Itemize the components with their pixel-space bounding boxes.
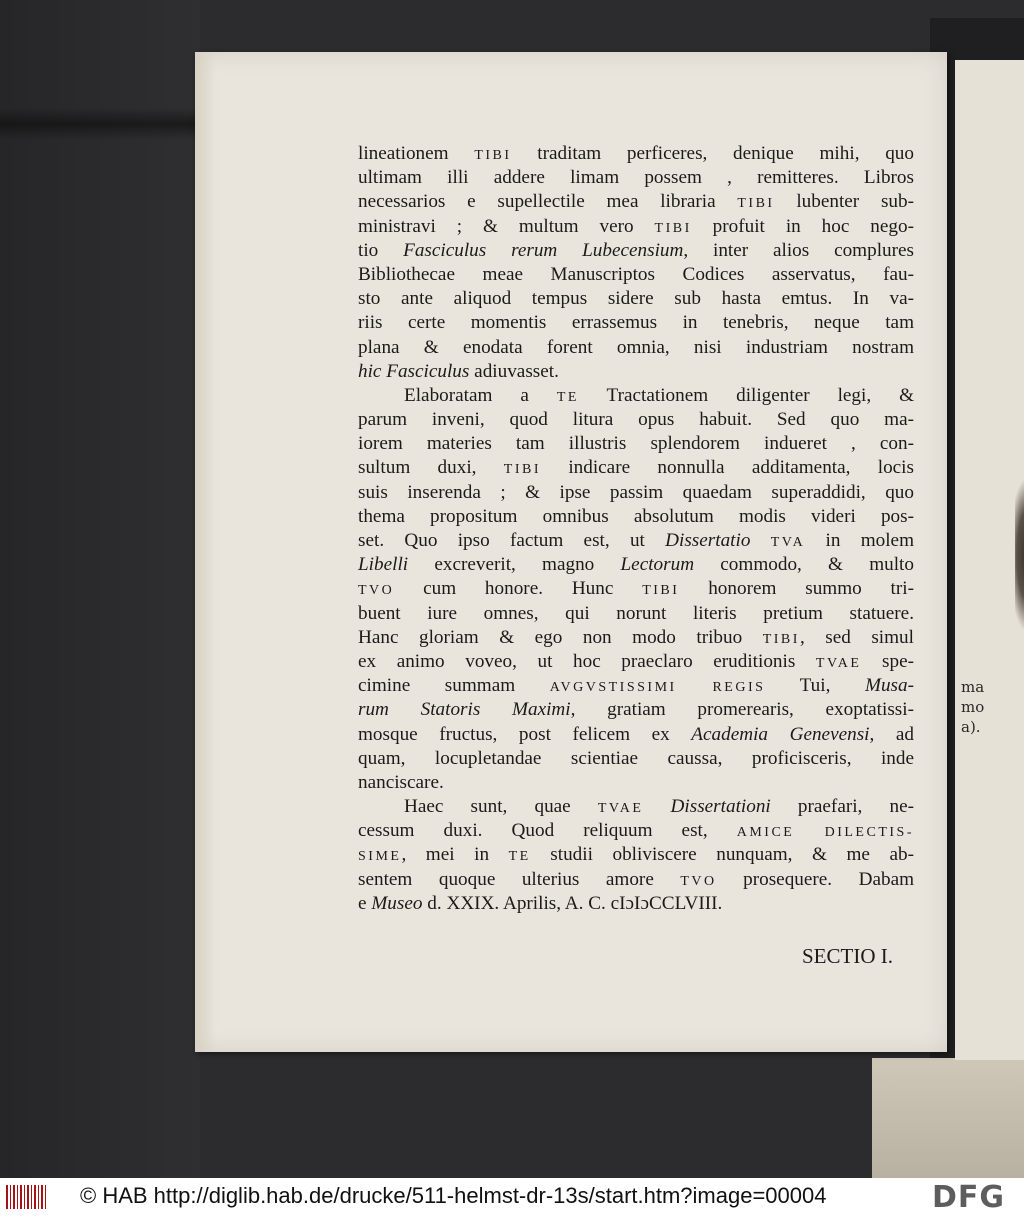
text-line	[358, 142, 914, 166]
text-span	[643, 796, 670, 817]
text-span: nanciscare.	[358, 771, 444, 793]
cloth-fold-shadow	[0, 108, 210, 140]
text-line	[358, 577, 914, 601]
text-line	[358, 626, 914, 650]
text-span: necessarios e supellectile mea libraria	[358, 191, 738, 213]
text-span: lineationem	[358, 143, 475, 164]
text-line	[358, 602, 914, 626]
text-line	[358, 650, 914, 674]
text-line	[358, 505, 914, 529]
text-span: in molem	[805, 530, 915, 551]
text-line	[358, 795, 914, 819]
text-span: iorem materies tam illustris splendorem indueret , con-	[358, 433, 914, 455]
hab-logo-icon	[6, 1185, 46, 1209]
text-span: TVAE	[597, 801, 644, 817]
text-span: TVA	[770, 535, 806, 550]
text-span: AVGVSTISSIMI REGIS	[549, 680, 766, 696]
text-line	[358, 263, 914, 287]
italic-span: Dissertationi	[670, 796, 771, 818]
text-span: lubenter sub-	[774, 191, 914, 213]
text-line	[358, 190, 914, 214]
text-line	[358, 311, 914, 335]
text-span: spe-	[861, 650, 915, 672]
text-span: profuit in hoc nego-	[691, 215, 914, 237]
text-line	[358, 481, 914, 505]
text-span: cessum duxi. Quod reliquum est,	[358, 820, 737, 842]
text-line	[358, 360, 914, 384]
text-span: d. XXIX. Aprilis, A. C. cIɔIɔCCLVIII.	[422, 892, 723, 914]
text-span: cum honore. Hunc	[394, 578, 643, 600]
footer-url[interactable]: © HAB http://diglib.hab.de/drucke/511-helmst-dr-13s/start.htm?image=00004	[80, 1183, 827, 1208]
text-span: TIBI	[503, 462, 541, 478]
text-span: suis inserenda ; & ipse passim quaedam superaddidi, quo	[358, 481, 914, 503]
text-line	[358, 456, 914, 480]
italic-span: Academia Genevensi	[691, 723, 870, 745]
text-span: honorem summo tri-	[679, 578, 914, 600]
text-span: TE	[508, 849, 531, 865]
text-span: Hanc gloriam & ego non modo tribuo	[358, 626, 763, 648]
body-text	[358, 142, 914, 916]
text-line	[358, 553, 914, 577]
text-span: quam, locupletandae scientiae caussa, proficisceris, inde	[358, 747, 914, 769]
italic-span: Museo	[371, 892, 423, 914]
text-span: TIBI	[474, 148, 512, 163]
italic-span: Libelli	[358, 554, 409, 576]
text-span: adiuvasset.	[469, 360, 559, 382]
text-span: cimine summam	[358, 675, 550, 697]
text-span: TIBI	[762, 631, 800, 647]
catchword: SECTIO I.	[802, 944, 893, 968]
text-line	[358, 215, 914, 239]
text-line	[358, 432, 914, 456]
text-span: sentem quoque ulterius amore	[358, 868, 681, 890]
text-line	[358, 336, 914, 360]
text-span: Tractationem diligenter legi, &	[578, 384, 915, 406]
text-span: parum inveni, quod litura opus habuit. Sed quo ma-	[358, 409, 914, 431]
text-span: set. Quo ipso factum est, ut	[358, 530, 666, 551]
text-line	[358, 674, 914, 698]
scan-background	[0, 0, 200, 1178]
text-span: riis certe momentis errassemus in tenebris, neque tam	[358, 312, 914, 334]
text-span: ultimam illi addere limam possem , remitteres. Libros	[358, 167, 914, 189]
text-span	[750, 530, 770, 551]
facing-fragment: ma	[961, 678, 985, 696]
facing-fragment: a).	[961, 718, 981, 736]
text-span: ex animo voveo, ut hoc praeclaro eruditionis	[358, 650, 816, 672]
text-span: tio	[358, 239, 404, 261]
italic-span: Lectorum	[620, 554, 695, 576]
italic-span: hic Fasciculus	[358, 360, 470, 382]
text-span: thema propositum omnibus absolutum modis videri pos-	[358, 505, 914, 527]
text-line	[358, 868, 914, 892]
italic-span: Fasciculus rerum Lubecensium	[403, 239, 684, 261]
text-span: prosequere. Dabam	[716, 868, 915, 890]
text-span: traditam perficeres, denique mihi, quo	[511, 143, 914, 164]
text-line	[358, 723, 914, 747]
text-line	[358, 529, 914, 553]
text-span: TIBI	[654, 220, 692, 236]
text-line	[358, 166, 914, 190]
text-span: SIME	[358, 849, 402, 865]
text-line	[358, 698, 914, 722]
italic-span: Dissertatio	[665, 530, 751, 551]
text-line	[358, 843, 914, 867]
text-span: buent iure omnes, qui norunt literis pretium statuere.	[358, 602, 914, 624]
text-span: TVO	[680, 873, 717, 889]
text-span: sultum duxi,	[358, 457, 504, 479]
text-span: studii obliviscere nunquam, & me ab-	[530, 844, 914, 866]
page-stack-edge	[872, 1058, 1024, 1178]
text-span: TE	[556, 389, 579, 405]
text-line	[358, 747, 914, 771]
text-line	[358, 408, 914, 432]
text-span: Elaboratam a	[404, 384, 557, 406]
text-line	[358, 892, 914, 916]
text-span: , inter alios complures	[683, 239, 914, 261]
text-span: ministravi ; & multum vero	[358, 215, 655, 237]
text-span: indicare nonnulla additamenta, locis	[541, 457, 914, 479]
text-span: TIBI	[737, 196, 775, 212]
text-span: commodo, & multo	[694, 554, 914, 576]
text-span: praefari, ne-	[770, 796, 914, 818]
text-span: sto ante aliquod tempus sidere sub hasta emtus. In va-	[358, 288, 914, 310]
text-span: , mei in	[401, 844, 509, 866]
text-span: Bibliothecae meae Manuscriptos Codices asservatus, fau-	[358, 263, 914, 285]
text-span: Haec sunt, quae	[404, 796, 598, 818]
text-span: , ad	[869, 723, 914, 745]
italic-span: Musa-	[864, 675, 914, 697]
text-span: plana & enodata forent omnia, nisi industriam nostram	[358, 336, 914, 358]
dfg-logo: DFG	[932, 1180, 1024, 1214]
text-span: Tui,	[765, 675, 865, 697]
text-span: TVO	[358, 583, 395, 599]
facing-page	[955, 60, 1024, 1060]
text-span: e	[358, 892, 372, 914]
text-span: , gratiam promerearis, exoptatissi-	[570, 699, 914, 721]
text-span: mosque fructus, post felicem ex	[358, 723, 692, 745]
italic-span: rum Statoris Maximi	[358, 699, 571, 721]
text-span: excreverit, magno	[408, 554, 621, 576]
text-span: AMICE DILECTIS-	[736, 825, 914, 841]
text-span: TVAE	[815, 655, 862, 671]
text-line	[358, 384, 914, 408]
facing-fragment: mo	[961, 698, 985, 716]
text-span: , sed simul	[799, 626, 914, 648]
page-edge-shade	[195, 52, 215, 1052]
ornament-icon	[1015, 480, 1024, 630]
text-line	[358, 287, 914, 311]
text-span: TIBI	[642, 583, 680, 599]
text-line	[358, 819, 914, 843]
text-line	[358, 771, 914, 795]
viewer-footer	[0, 1178, 1024, 1216]
show-through-ink	[320, 924, 324, 940]
text-line	[358, 239, 914, 263]
